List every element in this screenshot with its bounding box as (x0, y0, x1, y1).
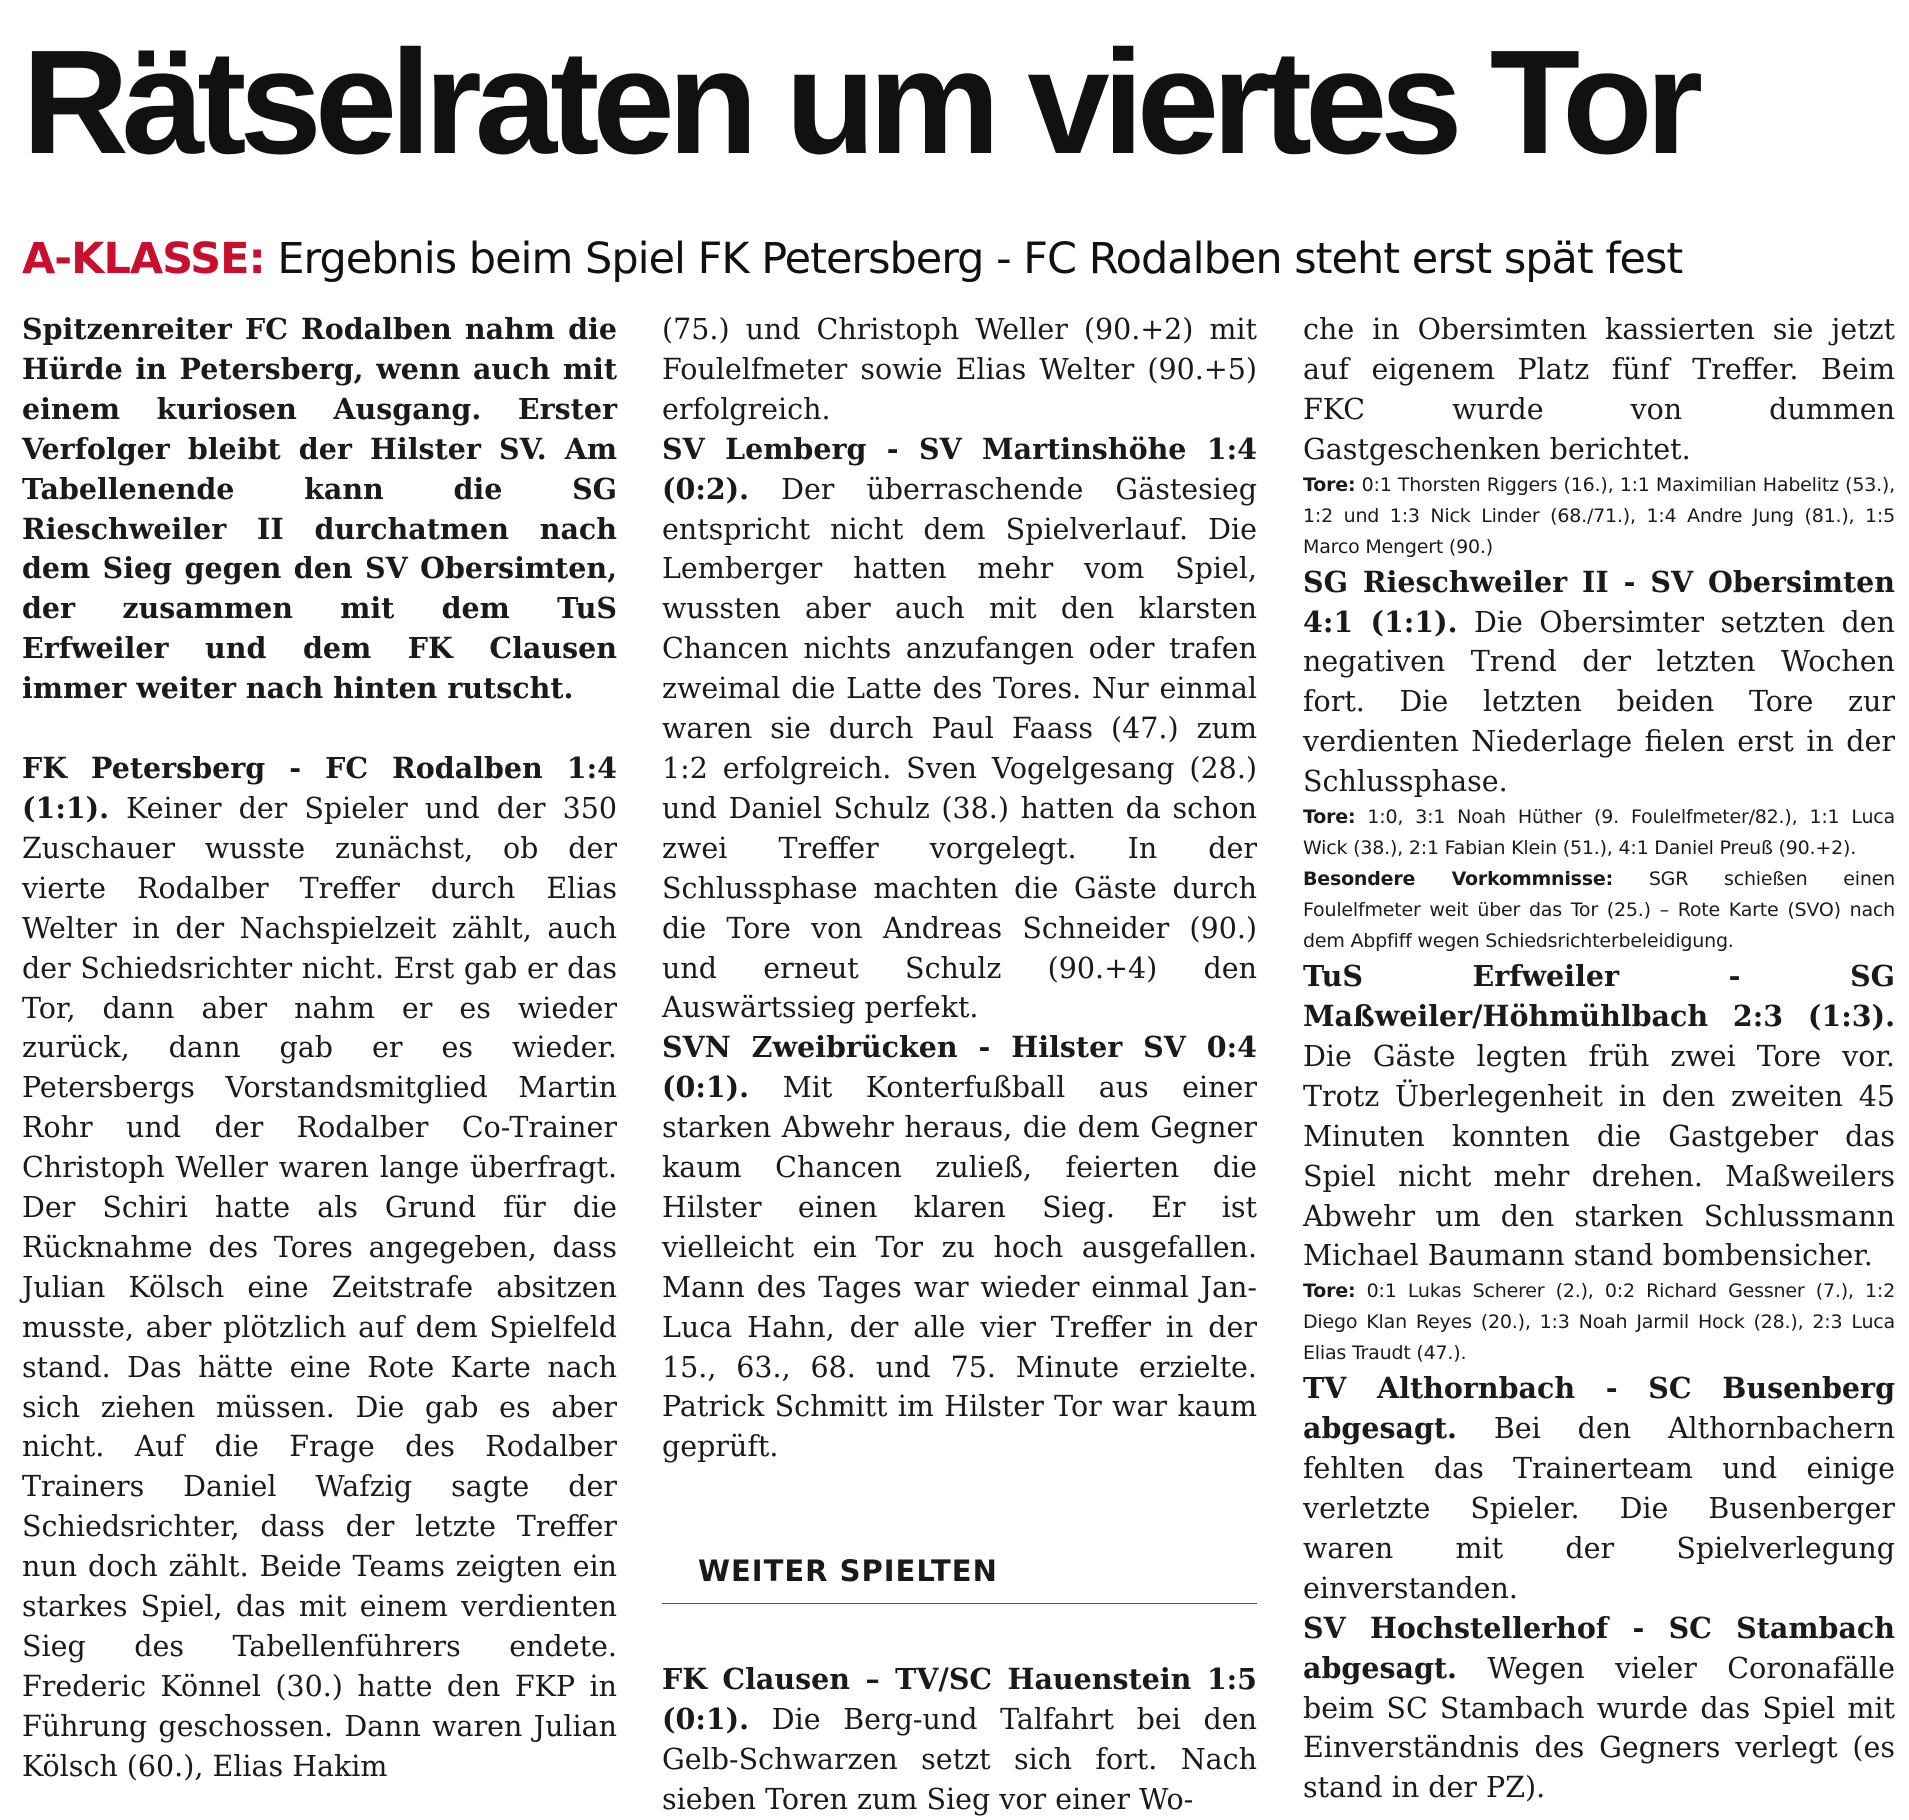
special-events-line (1303, 864, 1895, 957)
goals-line (1303, 802, 1895, 864)
section-kicker: A-KLASSE: (22, 234, 265, 284)
column-1 (22, 310, 617, 1787)
match-report (662, 1660, 1257, 1820)
match-report (1303, 1369, 1895, 1608)
match-text-continued: (75.) und Christoph Weller (90.+2) mit Foulelfmeter sowie Elias Welter (90.+5) erfolgreich. (662, 313, 1257, 426)
section-label: WEITER SPIELTEN (698, 1554, 998, 1589)
special-events-text: SGR schießen einen Foulelfmeter weit über das Tor (25.) – Rote Karte (SVO) nach dem Abpfiff wegen Schiedsrichterbeleidigung. (1303, 868, 1896, 953)
match-report (1303, 1609, 1895, 1809)
match-text: Der überraschende Gästesieg entspricht nicht dem Spielverlauf. Die Lemberger hatten mehr vom Spiel, wussten aber auch mit den klarsten Chancen nichts anzufangen oder trafen zweimal die Latte des Tores. Nur einmal waren sie durch Paul Faass (47.) zum 1:2 erfolgreich. Sven Vogelgesang (28.) und Daniel Schulz (38.) hatten da schon zwei Treffer vorgelegt. In der Schlussphase machten die Gäste durch die Tore von Andreas Schneider (90.) und erneut Schulz (90.+4) den Auswärtssieg perfekt. (662, 472, 1257, 1025)
match-text: Wegen vieler Coronafälle beim SC Stambach wurde das Spiel mit Einverständnis des Gegners verlegt (es stand in der PZ). (1303, 1651, 1895, 1805)
match-text: Bei den Althornbachern fehlten das Trainerteam und einige verletzte Spieler. Die Busenberger waren mit der Spielverlegung einverstanden. (1303, 1412, 1895, 1605)
subheadline-text: Ergebnis beim Spiel FK Petersberg - FC Rodalben steht erst spät fest (277, 234, 1683, 284)
match-report (1303, 563, 1895, 802)
subheadline (22, 228, 1902, 290)
match-text: Die Gäste legten früh zwei Tore vor. Trotz Überlegenheit in den zweiten 45 Minuten konnten die Gastgeber das Spiel nicht mehr drehen. Maßweilers Abwehr um den starken Schlussmann Michael Baumann stand bombensicher. (1303, 1039, 1895, 1273)
goals-line (1303, 470, 1895, 563)
match-report (22, 749, 617, 1787)
goals-text: 0:1 Lukas Scherer (2.), 0:2 Richard Gessner (7.), 1:2 Diego Klan Reyes (20.), 1:3 Noah Jarmil Hock (28.), 2:3 Luca Elias Traudt (47.). (1303, 1280, 1895, 1365)
column-2 (662, 310, 1257, 1820)
match-heading: FK Petersberg - FC Rodalben 1:4 (1:1). (22, 751, 617, 825)
match-heading: SVN Zweibrücken - Hilster SV 0:4 (0:1). (662, 1030, 1257, 1105)
match-report (662, 430, 1257, 1029)
goals-text: 1:0, 3:1 Noah Hüther (9. Foulelfmeter/82.), 1:1 Luca Wick (38.), 2:1 Fabian Klein (51.), 4:1 Daniel Preuß (90.+2). (1303, 806, 1896, 860)
match-text-continued: che in Obersimten kassierten sie jetzt auf eigenem Platz fünf Treffer. Beim FKC wurde von dummen Gastgeschenken berichtet. (1303, 313, 1895, 466)
goals-text: 0:1 Thorsten Riggers (16.), 1:1 Maximilian Habelitz (53.), 1:2 und 1:3 Nick Linder (68./71.), 1:4 Andre Jung (81.), 1:5 Marco Mengert (90.) (1303, 473, 1895, 558)
match-report (1303, 957, 1895, 1276)
match-text: Die Obersimter setzten den negativen Trend der letzten Wochen fort. Die letzten beiden Tore zur verdienten Niederlage fielen erst in der Schlussphase. (1303, 605, 1895, 799)
match-heading: TuS Erfweiler - SG Maßweiler/Höhmühlbach 2:3 (1:3). (1303, 959, 1895, 1033)
match-report (662, 1028, 1257, 1467)
match-heading: FK Clausen – TV/SC Hauenstein 1:5 (0:1). (662, 1662, 1257, 1737)
match-heading: SG Rieschweiler II - SV Obersimten 4:1 (1:1). (1303, 564, 1895, 639)
special-events-label: Besondere Vorkommnisse: (1303, 868, 1613, 891)
goals-line (1303, 1276, 1895, 1369)
match-heading: SV Lemberg - SV Martinshöhe 1:4 (0:2). (662, 431, 1257, 506)
goals-label: Tore: (1303, 1280, 1356, 1303)
headline: Rätselraten um viertes Tor (22, 20, 1697, 185)
match-text: Keiner der Spieler und der 350 Zuschauer wusste zunächst, ob der vierte Rodalber Treffer durch Elias Welter in der Nachspielzeit zählt, auch der Schiedsrichter nicht. Erst gab er das Tor, dann aber nahm er es wieder zurück, dann gab er es wieder. Petersbergs Vorstandsmitglied Martin Rohr und der Rodalber Co-Trainer Christoph Weller waren lange überfragt. Der Schiri hatte als Grund für die Rücknahme des Tores angegeben, dass Julian Kölsch eine Zeitstrafe absitzen musste, aber plötzlich auf dem Spielfeld stand. Das hätte eine Rote Karte nach sich ziehen müssen. Die gab es aber nicht. Auf die Frage des Rodalber Trainers Daniel Wafzig sagte der Schiedsrichter, dass der letzte Treffer nun doch zählt. Beide Teams zeigten ein starkes Spiel, das mit einem verdienten Sieg des Tabellenführers endete. Frederic Könnel (30.) hatte den FKP in Führung geschossen. Dann waren Julian Kölsch (60.), Elias Hakim (22, 791, 618, 1783)
match-heading: SV Hochstellerhof - SC Stambach abgesagt. (1303, 1610, 1895, 1685)
goals-label: Tore: (1303, 473, 1356, 496)
match-text: Die Berg-und Talfahrt bei den Gelb-Schwarzen setzt sich fort. Nach sieben Toren zum Sieg vor einer Wo- (662, 1703, 1257, 1816)
goals-label: Tore: (1303, 806, 1356, 829)
column-3 (1303, 310, 1895, 1808)
match-heading: TV Althornbach - SC Busenberg abgesagt. (1303, 1371, 1895, 1446)
intro-paragraph: Spitzenreiter FC Rodalben nahm die Hürde in Petersberg, wenn auch mit einem kuriosen Ausgang. Erster Verfolger bleibt der Hilster SV. Am Tabellenende kann die SG Rieschweiler II durchatmen nach dem Sieg gegen den SV Obersimten, der zusammen mit dem TuS Erfweiler und dem FK Clausen immer weiter nach hinten rutscht. (22, 312, 617, 706)
match-text: Mit Konterfußball aus einer starken Abwehr heraus, die dem Gegner kaum Chancen zuließ, feierten die Hilster einen klaren Sieg. Er ist vielleicht ein Tor zu hoch ausgefallen. Mann des Tages war wieder einmal Jan-Luca Hahn, der alle vier Treffer in der 15., 63., 68. und 75. Minute erzielte. Patrick Schmitt im Hilster Tor war kaum geprüft. (662, 1071, 1257, 1464)
